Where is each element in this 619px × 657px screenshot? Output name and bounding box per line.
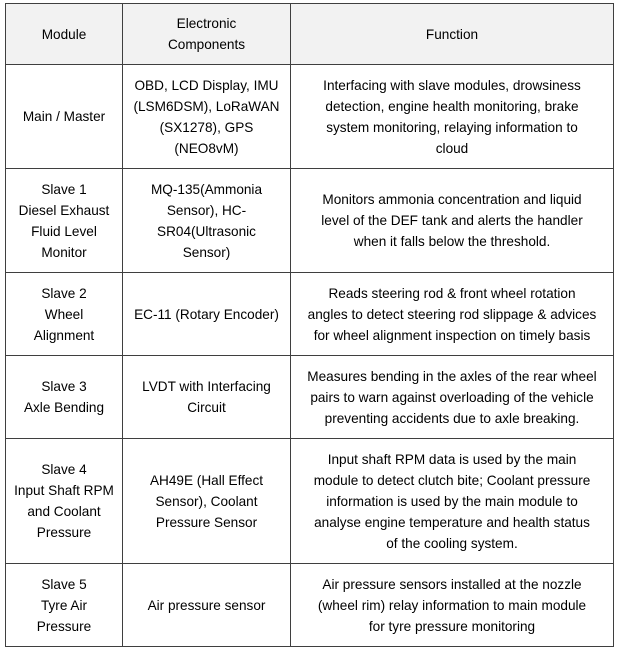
components-cell: OBD, LCD Display, IMU (LSM6DSM), LoRaWAN (SX1278), GPS (NEO8vM) [123, 65, 291, 169]
components-cell: Air pressure sensor [123, 564, 291, 647]
table-row [6, 273, 614, 356]
components-cell: MQ-135(Ammonia Sensor), HC- SR04(Ultrasonic Sensor) [123, 169, 291, 273]
function-cell: Input shaft RPM data is used by the main module to detect clutch bite; Coolant pressure information is used by the main module to analyse engine temperature and health status of the cooling system. [291, 439, 614, 564]
table-row [6, 169, 614, 273]
header-row [6, 4, 614, 65]
module-cell: Slave 2 Wheel Alignment [6, 273, 123, 356]
components-cell: LVDT with Interfacing Circuit [123, 356, 291, 439]
components-cell: AH49E (Hall Effect Sensor), Coolant Pressure Sensor [123, 439, 291, 564]
header-module: Module [6, 4, 123, 65]
header-function: Function [291, 4, 614, 65]
components-cell: EC-11 (Rotary Encoder) [123, 273, 291, 356]
function-cell: Measures bending in the axles of the rear wheel pairs to warn against overloading of the vehicle preventing accidents due to axle breaking. [291, 356, 614, 439]
module-cell: Main / Master [6, 65, 123, 169]
function-cell: Reads steering rod & front wheel rotation angles to detect steering rod slippage & advices for wheel alignment inspection on timely basis [291, 273, 614, 356]
module-cell: Slave 5 Tyre Air Pressure [6, 564, 123, 647]
header-electronic-components: Electronic Components [123, 4, 291, 65]
module-cell: Slave 1 Diesel Exhaust Fluid Level Monitor [6, 169, 123, 273]
module-cell: Slave 4 Input Shaft RPM and Coolant Pressure [6, 439, 123, 564]
table-row [6, 65, 614, 169]
modules-table [5, 3, 614, 647]
table-row [6, 439, 614, 564]
function-cell: Interfacing with slave modules, drowsiness detection, engine health monitoring, brake system monitoring, relaying information to cloud [291, 65, 614, 169]
table-row [6, 356, 614, 439]
table-row [6, 564, 614, 647]
module-cell: Slave 3 Axle Bending [6, 356, 123, 439]
function-cell: Monitors ammonia concentration and liquid level of the DEF tank and alerts the handler when it falls below the threshold. [291, 169, 614, 273]
function-cell: Air pressure sensors installed at the nozzle (wheel rim) relay information to main module for tyre pressure monitoring [291, 564, 614, 647]
